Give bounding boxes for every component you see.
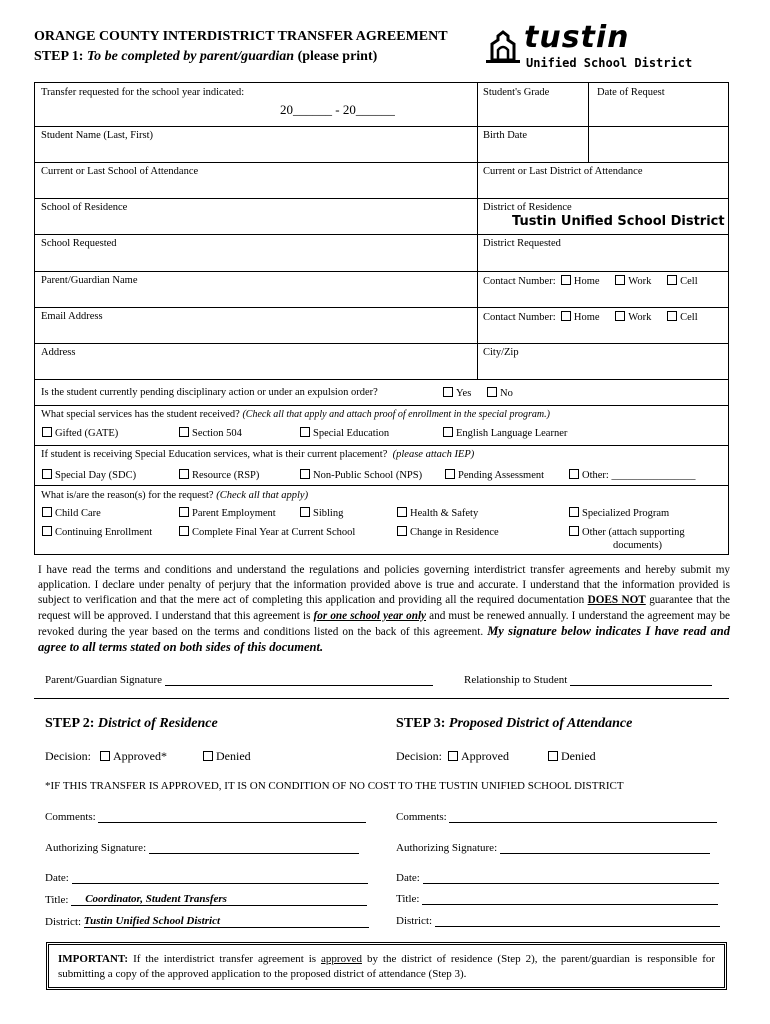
reason-health-safety[interactable]: Health & Safety	[397, 507, 478, 519]
reason-final-year[interactable]: Complete Final Year at Current School	[179, 526, 355, 538]
disciplinary-question: Is the student currently pending disciplinary action or under an expulsion order?	[41, 387, 378, 398]
reason-other[interactable]: Other (attach supporting	[569, 526, 685, 538]
special-504[interactable]: Section 504	[179, 427, 242, 439]
step2-heading: STEP 2: District of Residence	[45, 716, 218, 731]
cell-checkbox-2[interactable]	[667, 311, 677, 321]
reason-question: What is/are the reason(s) for the request? (Check all that apply)	[41, 490, 309, 501]
student-name-label: Student Name (Last, First)	[41, 130, 153, 141]
parent-signature-field[interactable]	[165, 685, 433, 686]
address-label: Address	[41, 347, 76, 358]
cell-checkbox-1[interactable]	[667, 275, 677, 285]
step2-date: Date:	[45, 872, 368, 884]
step3-approved-checkbox[interactable]	[448, 751, 458, 761]
reason-sibling[interactable]: Sibling	[300, 507, 343, 519]
school-residence-label: School of Residence	[41, 202, 128, 213]
birth-date-label: Birth Date	[483, 130, 528, 141]
special-gate[interactable]: Gifted (GATE)	[42, 427, 118, 439]
step2-decision: Decision: Approved* Denied	[45, 749, 251, 763]
no-cost-condition: *IF THIS TRANSFER IS APPROVED, IT IS ON CONDITION OF NO COST TO THE TUSTIN UNIFIED SCHOOL DISTRICT	[45, 780, 624, 792]
step3-district: District:	[396, 915, 720, 927]
step2-comments-field[interactable]	[98, 822, 366, 823]
placement-rsp[interactable]: Resource (RSP)	[179, 469, 259, 481]
section-divider	[34, 698, 729, 699]
step2-comments: Comments:	[45, 811, 366, 823]
step2-title: Title: Coordinator, Student Transfers	[45, 893, 367, 906]
step3-title: Title:	[396, 893, 718, 905]
step3-denied-checkbox[interactable]	[548, 751, 558, 761]
relationship-field[interactable]	[570, 685, 712, 686]
step3-comments-field[interactable]	[449, 822, 717, 823]
current-school-label: Current or Last School of Attendance	[41, 166, 199, 177]
tustin-logo	[484, 20, 708, 74]
current-district-label: Current or Last District of Attendance	[483, 166, 643, 177]
step3-auth-sig-field[interactable]	[500, 853, 710, 854]
city-zip-label: City/Zip	[483, 347, 519, 358]
disciplinary-answer: Yes No	[443, 387, 513, 399]
district-residence-label: District of Residence	[483, 202, 572, 213]
contact-row-2: Contact Number: Home Work Cell	[483, 312, 698, 323]
relationship-row: Relationship to Student	[464, 674, 712, 686]
step1-form-table	[34, 82, 729, 555]
form-title: ORANGE COUNTY INTERDISTRICT TRANSFER AGREEMENT	[34, 29, 448, 44]
parent-name-label: Parent/Guardian Name	[41, 275, 138, 286]
placement-pending[interactable]: Pending Assessment	[445, 469, 544, 481]
step2-auth-sig: Authorizing Signature:	[45, 842, 359, 854]
step1-heading: STEP 1: To be completed by parent/guardian (please print)	[34, 49, 378, 64]
school-requested-label: School Requested	[41, 238, 117, 249]
reason-child-care[interactable]: Child Care	[42, 507, 101, 519]
grade-label: Student's Grade	[483, 87, 550, 98]
date-request-label: Date of Request	[597, 87, 665, 98]
step3-auth-sig: Authorizing Signature:	[396, 842, 710, 854]
placement-sdc[interactable]: Special Day (SDC)	[42, 469, 136, 481]
step2-approved-checkbox[interactable]	[100, 751, 110, 761]
contact-row-1: Contact Number: Home Work Cell	[483, 276, 698, 287]
special-education[interactable]: Special Education	[300, 427, 389, 439]
reason-residence-change[interactable]: Change in Residence	[397, 526, 499, 538]
reason-specialized[interactable]: Specialized Program	[569, 507, 669, 519]
reason-continuing[interactable]: Continuing Enrollment	[42, 526, 152, 538]
step2-district-field[interactable]: Tustin Unified School District	[84, 915, 369, 928]
yes-checkbox[interactable]	[443, 387, 453, 397]
reason-parent-employment[interactable]: Parent Employment	[179, 507, 276, 519]
step2-auth-sig-field[interactable]	[149, 853, 359, 854]
logo-name: tustin	[524, 20, 630, 55]
step2-denied-checkbox[interactable]	[203, 751, 213, 761]
bell-tower-icon	[484, 30, 522, 64]
year-label: Transfer requested for the school year indicated:	[41, 87, 245, 98]
step3-title-field[interactable]	[422, 904, 718, 905]
step3-district-field[interactable]	[435, 926, 720, 927]
home-checkbox-1[interactable]	[561, 275, 571, 285]
logo-subtitle: Unified School District	[526, 56, 693, 70]
step3-date: Date:	[396, 872, 719, 884]
important-notice: IMPORTANT: If the interdistrict transfer agreement is approved by the district of residence (Step 2), the parent/guardian is responsible for submitting a copy of the approved application to the proposed district of attendance (Step 3).	[46, 942, 727, 990]
step3-date-field[interactable]	[423, 883, 719, 884]
work-checkbox-1[interactable]	[615, 275, 625, 285]
parent-signature-row: Parent/Guardian Signature	[45, 674, 433, 686]
step3-decision: Decision: Approved Denied	[396, 749, 596, 763]
placement-nps[interactable]: Non-Public School (NPS)	[300, 469, 422, 481]
special-services-question: What special services has the student received? (Check all that apply and attach proof of enrollment in the special program.)	[41, 409, 550, 420]
work-checkbox-2[interactable]	[615, 311, 625, 321]
agreement-paragraph: I have read the terms and conditions and understand the regulations and policies governing interdistrict transfer agreements and hereby submit my application. I declare under penalty of perjury that the information provided above is true and accurate. I understand that the information provided is subject to verification and that the mere act of completing this application and providing all the required documentation DOES NOT guarantee that the request will be approved. I understand that this agreement is for one school year only and must be renewed annually. I understand the agreement may be revoked during the year based on the terms and conditions listed on the back of this agreement. My signature below indicates I have read and agree to all terms stated on both sides of this document.	[38, 564, 731, 655]
placement-other[interactable]: Other: ________________	[569, 469, 695, 481]
district-requested-label: District Requested	[483, 238, 561, 249]
district-residence-value: Tustin Unified School District	[512, 214, 725, 229]
placement-question: If student is receiving Special Education services, what is their current placement? (please attach IEP)	[41, 449, 475, 460]
step2-district: District: Tustin Unified School District	[45, 915, 369, 928]
special-ell[interactable]: English Language Learner	[443, 427, 567, 439]
reason-other-cont: documents)	[613, 540, 662, 551]
step2-date-field[interactable]	[72, 883, 368, 884]
step3-heading: STEP 3: Proposed District of Attendance	[396, 716, 633, 731]
step2-title-field[interactable]: Coordinator, Student Transfers	[71, 893, 367, 906]
home-checkbox-2[interactable]	[561, 311, 571, 321]
step3-comments: Comments:	[396, 811, 717, 823]
email-label: Email Address	[41, 311, 103, 322]
no-checkbox[interactable]	[487, 387, 497, 397]
school-year-field[interactable]: 20______ - 20______	[280, 102, 395, 117]
